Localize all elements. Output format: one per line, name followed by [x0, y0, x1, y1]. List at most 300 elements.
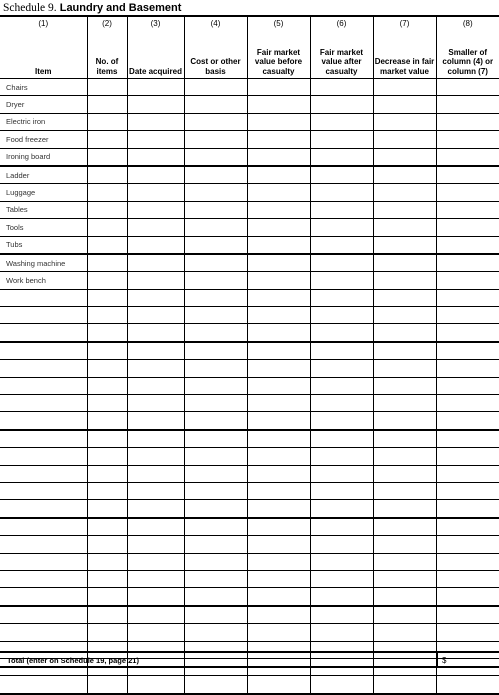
fmv-after-cell[interactable]: [310, 482, 373, 499]
decrease-cell[interactable]: [373, 624, 436, 641]
item-name-cell: [0, 360, 87, 377]
column-header-date-acquired: (3) Date acquired: [127, 17, 184, 79]
date-acquired-cell[interactable]: [127, 272, 184, 289]
fmv-after-cell[interactable]: [310, 518, 373, 536]
total-divider: [437, 653, 438, 666]
number-of-items-cell[interactable]: [87, 79, 127, 96]
fmv-before-cell[interactable]: [247, 254, 310, 272]
item-name-cell: Ladder: [0, 166, 87, 184]
fmv-after-cell[interactable]: [310, 219, 373, 236]
table-row: [0, 148, 499, 166]
cost-basis-cell[interactable]: [184, 377, 247, 394]
table-row: [0, 553, 499, 570]
number-of-items-cell[interactable]: [87, 553, 127, 570]
date-acquired-cell[interactable]: [127, 536, 184, 553]
date-acquired-cell[interactable]: [127, 377, 184, 394]
item-name-cell: [0, 500, 87, 518]
item-name-cell: Dryer: [0, 96, 87, 113]
decrease-cell[interactable]: [373, 307, 436, 324]
fmv-before-cell[interactable]: [247, 324, 310, 342]
item-name-cell: Chairs: [0, 79, 87, 96]
table-row: [0, 324, 499, 342]
fmv-after-cell[interactable]: [310, 377, 373, 394]
decrease-cell[interactable]: [373, 465, 436, 482]
decrease-cell[interactable]: [373, 500, 436, 518]
fmv-before-cell[interactable]: [247, 412, 310, 430]
fmv-after-cell[interactable]: [310, 360, 373, 377]
smaller-of-cell[interactable]: [436, 219, 499, 236]
number-of-items-cell[interactable]: [87, 184, 127, 201]
date-acquired-cell[interactable]: [127, 606, 184, 624]
cost-basis-cell[interactable]: [184, 184, 247, 201]
fmv-before-cell[interactable]: [247, 272, 310, 289]
table-row: [0, 272, 499, 289]
number-of-items-cell[interactable]: [87, 377, 127, 394]
number-of-items-cell[interactable]: [87, 448, 127, 465]
cost-basis-cell[interactable]: [184, 536, 247, 553]
cost-basis-cell[interactable]: [184, 465, 247, 482]
fmv-after-cell[interactable]: [310, 131, 373, 148]
fmv-after-cell[interactable]: [310, 624, 373, 641]
smaller-of-cell[interactable]: [436, 113, 499, 130]
decrease-cell[interactable]: [373, 79, 436, 96]
item-name-cell: [0, 536, 87, 553]
column-header-smaller-of: (8) Smaller of column (4) or column (7): [436, 17, 499, 79]
date-acquired-cell[interactable]: [127, 131, 184, 148]
smaller-of-cell[interactable]: [436, 166, 499, 184]
date-acquired-cell[interactable]: [127, 166, 184, 184]
item-name-cell: [0, 606, 87, 624]
fmv-before-cell[interactable]: [247, 500, 310, 518]
schedule-name: Laundry and Basement: [59, 2, 182, 14]
fmv-before-cell[interactable]: [247, 395, 310, 412]
date-acquired-cell[interactable]: [127, 184, 184, 201]
fmv-before-cell[interactable]: [247, 377, 310, 394]
number-of-items-cell[interactable]: [87, 570, 127, 587]
fmv-after-cell[interactable]: [310, 236, 373, 254]
number-of-items-cell[interactable]: [87, 113, 127, 130]
cost-basis-cell[interactable]: [184, 219, 247, 236]
item-name-cell: [0, 624, 87, 641]
schedule-number: Schedule 9.: [3, 2, 57, 14]
smaller-of-cell[interactable]: [436, 606, 499, 624]
decrease-cell[interactable]: [373, 184, 436, 201]
number-of-items-cell[interactable]: [87, 430, 127, 448]
table-row: [0, 536, 499, 553]
decrease-cell[interactable]: [373, 518, 436, 536]
date-acquired-cell[interactable]: [127, 113, 184, 130]
fmv-before-cell[interactable]: [247, 184, 310, 201]
fmv-before-cell[interactable]: [247, 518, 310, 536]
fmv-after-cell[interactable]: [310, 588, 373, 606]
decrease-cell[interactable]: [373, 289, 436, 306]
item-name-cell: [0, 412, 87, 430]
cost-basis-cell[interactable]: [184, 360, 247, 377]
date-acquired-cell[interactable]: [127, 96, 184, 113]
fmv-before-cell[interactable]: [247, 236, 310, 254]
cost-basis-cell[interactable]: [184, 676, 247, 694]
decrease-cell[interactable]: [373, 360, 436, 377]
date-acquired-cell[interactable]: [127, 482, 184, 499]
table-row: [0, 448, 499, 465]
fmv-after-cell[interactable]: [310, 430, 373, 448]
table-row: [0, 412, 499, 430]
column-header-item: (1) Item: [0, 17, 87, 79]
date-acquired-cell[interactable]: [127, 201, 184, 218]
cost-basis-cell[interactable]: [184, 289, 247, 306]
table-row: [0, 307, 499, 324]
fmv-after-cell[interactable]: [310, 553, 373, 570]
total-amount-field[interactable]: $: [442, 656, 447, 665]
date-acquired-cell[interactable]: [127, 236, 184, 254]
fmv-before-cell[interactable]: [247, 289, 310, 306]
item-name-cell: Tubs: [0, 236, 87, 254]
number-of-items-cell[interactable]: [87, 254, 127, 272]
fmv-before-cell[interactable]: [247, 79, 310, 96]
smaller-of-cell[interactable]: [436, 412, 499, 430]
date-acquired-cell[interactable]: [127, 500, 184, 518]
fmv-after-cell[interactable]: [310, 184, 373, 201]
decrease-cell[interactable]: [373, 148, 436, 166]
table-row: [0, 236, 499, 254]
date-acquired-cell[interactable]: [127, 289, 184, 306]
cost-basis-cell[interactable]: [184, 96, 247, 113]
number-of-items-cell[interactable]: [87, 307, 127, 324]
fmv-after-cell[interactable]: [310, 307, 373, 324]
date-acquired-cell[interactable]: [127, 254, 184, 272]
item-name-cell: Work bench: [0, 272, 87, 289]
fmv-before-cell[interactable]: [247, 624, 310, 641]
decrease-cell[interactable]: [373, 536, 436, 553]
table-row: [0, 113, 499, 130]
fmv-before-cell[interactable]: [247, 360, 310, 377]
smaller-of-cell[interactable]: [436, 570, 499, 587]
fmv-before-cell[interactable]: [247, 465, 310, 482]
fmv-after-cell[interactable]: [310, 676, 373, 694]
table-row: [0, 430, 499, 448]
number-of-items-cell[interactable]: [87, 482, 127, 499]
table-row: [0, 96, 499, 113]
number-of-items-cell[interactable]: [87, 518, 127, 536]
cost-basis-cell[interactable]: [184, 113, 247, 130]
table-row: [0, 482, 499, 499]
cost-basis-cell[interactable]: [184, 448, 247, 465]
column-header-fmv-after: (6) Fair market value after casualty: [310, 17, 373, 79]
decrease-cell[interactable]: [373, 166, 436, 184]
date-acquired-cell[interactable]: [127, 324, 184, 342]
cost-basis-cell[interactable]: [184, 606, 247, 624]
fmv-before-cell[interactable]: [247, 96, 310, 113]
cost-basis-cell[interactable]: [184, 79, 247, 96]
date-acquired-cell[interactable]: [127, 307, 184, 324]
item-name-cell: [0, 395, 87, 412]
smaller-of-cell[interactable]: [436, 676, 499, 694]
fmv-after-cell[interactable]: [310, 500, 373, 518]
table-row: [0, 676, 499, 694]
date-acquired-cell[interactable]: [127, 360, 184, 377]
fmv-after-cell[interactable]: [310, 342, 373, 360]
item-name-cell: [0, 676, 87, 694]
smaller-of-cell[interactable]: [436, 184, 499, 201]
smaller-of-cell[interactable]: [436, 430, 499, 448]
fmv-before-cell[interactable]: [247, 553, 310, 570]
fmv-before-cell[interactable]: [247, 148, 310, 166]
number-of-items-cell[interactable]: [87, 289, 127, 306]
date-acquired-cell[interactable]: [127, 676, 184, 694]
column-header-cost-basis: (4) Cost or other basis: [184, 17, 247, 79]
fmv-after-cell[interactable]: [310, 272, 373, 289]
fmv-before-cell[interactable]: [247, 113, 310, 130]
smaller-of-cell[interactable]: [436, 377, 499, 394]
decrease-cell[interactable]: [373, 606, 436, 624]
cost-basis-cell[interactable]: [184, 412, 247, 430]
fmv-before-cell[interactable]: [247, 307, 310, 324]
fmv-before-cell[interactable]: [247, 201, 310, 218]
number-of-items-cell[interactable]: [87, 201, 127, 218]
item-name-cell: [0, 553, 87, 570]
fmv-before-cell[interactable]: [247, 570, 310, 587]
decrease-cell[interactable]: [373, 395, 436, 412]
decrease-cell[interactable]: [373, 482, 436, 499]
date-acquired-cell[interactable]: [127, 148, 184, 166]
decrease-cell[interactable]: [373, 553, 436, 570]
fmv-before-cell[interactable]: [247, 588, 310, 606]
smaller-of-cell[interactable]: [436, 553, 499, 570]
fmv-before-cell[interactable]: [247, 131, 310, 148]
table-row: [0, 395, 499, 412]
decrease-cell[interactable]: [373, 131, 436, 148]
item-name-cell: Food freezer: [0, 131, 87, 148]
date-acquired-cell[interactable]: [127, 412, 184, 430]
item-name-cell: [0, 448, 87, 465]
cost-basis-cell[interactable]: [184, 518, 247, 536]
smaller-of-cell[interactable]: [436, 254, 499, 272]
number-of-items-cell[interactable]: [87, 676, 127, 694]
fmv-after-cell[interactable]: [310, 166, 373, 184]
cost-basis-cell[interactable]: [184, 131, 247, 148]
schedule-table: [0, 17, 499, 695]
column-header-fmv-before: (5) Fair market value before casualty: [247, 17, 310, 79]
cost-basis-cell[interactable]: [184, 588, 247, 606]
fmv-before-cell[interactable]: [247, 430, 310, 448]
number-of-items-cell[interactable]: [87, 395, 127, 412]
smaller-of-cell[interactable]: [436, 96, 499, 113]
cost-basis-cell[interactable]: [184, 324, 247, 342]
smaller-of-cell[interactable]: [436, 465, 499, 482]
cost-basis-cell[interactable]: [184, 482, 247, 499]
cost-basis-cell[interactable]: [184, 624, 247, 641]
schedule-title: [3, 1, 181, 15]
decrease-cell[interactable]: [373, 342, 436, 360]
fmv-before-cell[interactable]: [247, 342, 310, 360]
date-acquired-cell[interactable]: [127, 624, 184, 641]
table-row: [0, 289, 499, 306]
fmv-after-cell[interactable]: [310, 448, 373, 465]
table-row: [0, 184, 499, 201]
smaller-of-cell[interactable]: [436, 518, 499, 536]
fmv-before-cell[interactable]: [247, 448, 310, 465]
fmv-after-cell[interactable]: [310, 148, 373, 166]
fmv-before-cell[interactable]: [247, 166, 310, 184]
fmv-before-cell[interactable]: [247, 606, 310, 624]
fmv-before-cell[interactable]: [247, 536, 310, 553]
cost-basis-cell[interactable]: [184, 148, 247, 166]
decrease-cell[interactable]: [373, 412, 436, 430]
table-row: [0, 360, 499, 377]
date-acquired-cell[interactable]: [127, 448, 184, 465]
decrease-cell[interactable]: [373, 113, 436, 130]
number-of-items-cell[interactable]: [87, 96, 127, 113]
number-of-items-cell[interactable]: [87, 166, 127, 184]
number-of-items-cell[interactable]: [87, 342, 127, 360]
smaller-of-cell[interactable]: [436, 395, 499, 412]
date-acquired-cell[interactable]: [127, 553, 184, 570]
item-name-cell: [0, 465, 87, 482]
table-row: [0, 570, 499, 587]
fmv-after-cell[interactable]: [310, 289, 373, 306]
item-name-cell: [0, 482, 87, 499]
item-name-cell: [0, 307, 87, 324]
smaller-of-cell[interactable]: [436, 324, 499, 342]
smaller-of-cell[interactable]: [436, 148, 499, 166]
cost-basis-cell[interactable]: [184, 395, 247, 412]
number-of-items-cell[interactable]: [87, 360, 127, 377]
table-row: [0, 500, 499, 518]
item-name-cell: [0, 430, 87, 448]
decrease-cell[interactable]: [373, 201, 436, 218]
number-of-items-cell[interactable]: [87, 272, 127, 289]
fmv-after-cell[interactable]: [310, 113, 373, 130]
fmv-before-cell[interactable]: [247, 676, 310, 694]
smaller-of-cell[interactable]: [436, 588, 499, 606]
number-of-items-cell[interactable]: [87, 465, 127, 482]
item-name-cell: Tables: [0, 201, 87, 218]
number-of-items-cell[interactable]: [87, 219, 127, 236]
date-acquired-cell[interactable]: [127, 588, 184, 606]
decrease-cell[interactable]: [373, 430, 436, 448]
decrease-cell[interactable]: [373, 676, 436, 694]
decrease-cell[interactable]: [373, 588, 436, 606]
number-of-items-cell[interactable]: [87, 624, 127, 641]
cost-basis-cell[interactable]: [184, 553, 247, 570]
item-name-cell: Tools: [0, 219, 87, 236]
table-row: [0, 166, 499, 184]
cost-basis-cell[interactable]: [184, 166, 247, 184]
smaller-of-cell[interactable]: [436, 289, 499, 306]
date-acquired-cell[interactable]: [127, 342, 184, 360]
smaller-of-cell[interactable]: [436, 500, 499, 518]
item-name-cell: [0, 588, 87, 606]
date-acquired-cell[interactable]: [127, 570, 184, 587]
table-row: [0, 131, 499, 148]
fmv-after-cell[interactable]: [310, 412, 373, 430]
cost-basis-cell[interactable]: [184, 570, 247, 587]
item-name-cell: [0, 289, 87, 306]
item-name-cell: Luggage: [0, 184, 87, 201]
table-row: [0, 219, 499, 236]
decrease-cell[interactable]: [373, 448, 436, 465]
number-of-items-cell[interactable]: [87, 324, 127, 342]
cost-basis-cell[interactable]: [184, 236, 247, 254]
date-acquired-cell[interactable]: [127, 430, 184, 448]
table-row: [0, 624, 499, 641]
column-header-decrease: (7) Decrease in fair market value: [373, 17, 436, 79]
fmv-after-cell[interactable]: [310, 606, 373, 624]
fmv-after-cell[interactable]: [310, 465, 373, 482]
item-name-cell: [0, 342, 87, 360]
date-acquired-cell[interactable]: [127, 79, 184, 96]
date-acquired-cell[interactable]: [127, 518, 184, 536]
date-acquired-cell[interactable]: [127, 465, 184, 482]
decrease-cell[interactable]: [373, 272, 436, 289]
fmv-after-cell[interactable]: [310, 324, 373, 342]
number-of-items-cell[interactable]: [87, 131, 127, 148]
cost-basis-cell[interactable]: [184, 342, 247, 360]
fmv-after-cell[interactable]: [310, 201, 373, 218]
number-of-items-cell[interactable]: [87, 588, 127, 606]
smaller-of-cell[interactable]: [436, 448, 499, 465]
total-row: [0, 651, 499, 668]
smaller-of-cell[interactable]: [436, 536, 499, 553]
smaller-of-cell[interactable]: [436, 236, 499, 254]
fmv-after-cell[interactable]: [310, 79, 373, 96]
number-of-items-cell[interactable]: [87, 500, 127, 518]
smaller-of-cell[interactable]: [436, 342, 499, 360]
smaller-of-cell[interactable]: [436, 360, 499, 377]
fmv-after-cell[interactable]: [310, 395, 373, 412]
number-of-items-cell[interactable]: [87, 148, 127, 166]
smaller-of-cell[interactable]: [436, 307, 499, 324]
decrease-cell[interactable]: [373, 570, 436, 587]
smaller-of-cell[interactable]: [436, 201, 499, 218]
fmv-after-cell[interactable]: [310, 96, 373, 113]
smaller-of-cell[interactable]: [436, 624, 499, 641]
date-acquired-cell[interactable]: [127, 219, 184, 236]
decrease-cell[interactable]: [373, 377, 436, 394]
table-row: [0, 377, 499, 394]
cost-basis-cell[interactable]: [184, 307, 247, 324]
fmv-after-cell[interactable]: [310, 570, 373, 587]
smaller-of-cell[interactable]: [436, 272, 499, 289]
fmv-before-cell[interactable]: [247, 482, 310, 499]
smaller-of-cell[interactable]: [436, 482, 499, 499]
smaller-of-cell[interactable]: [436, 131, 499, 148]
decrease-cell[interactable]: [373, 236, 436, 254]
decrease-cell[interactable]: [373, 96, 436, 113]
decrease-cell[interactable]: [373, 219, 436, 236]
cost-basis-cell[interactable]: [184, 201, 247, 218]
item-name-cell: [0, 518, 87, 536]
cost-basis-cell[interactable]: [184, 272, 247, 289]
table-row: [0, 254, 499, 272]
table-row: [0, 201, 499, 218]
number-of-items-cell[interactable]: [87, 606, 127, 624]
number-of-items-cell[interactable]: [87, 412, 127, 430]
fmv-after-cell[interactable]: [310, 254, 373, 272]
cost-basis-cell[interactable]: [184, 500, 247, 518]
number-of-items-cell[interactable]: [87, 536, 127, 553]
cost-basis-cell[interactable]: [184, 254, 247, 272]
fmv-after-cell[interactable]: [310, 536, 373, 553]
table-row: [0, 342, 499, 360]
date-acquired-cell[interactable]: [127, 395, 184, 412]
number-of-items-cell[interactable]: [87, 236, 127, 254]
smaller-of-cell[interactable]: [436, 79, 499, 96]
cost-basis-cell[interactable]: [184, 430, 247, 448]
fmv-before-cell[interactable]: [247, 219, 310, 236]
decrease-cell[interactable]: [373, 324, 436, 342]
decrease-cell[interactable]: [373, 254, 436, 272]
